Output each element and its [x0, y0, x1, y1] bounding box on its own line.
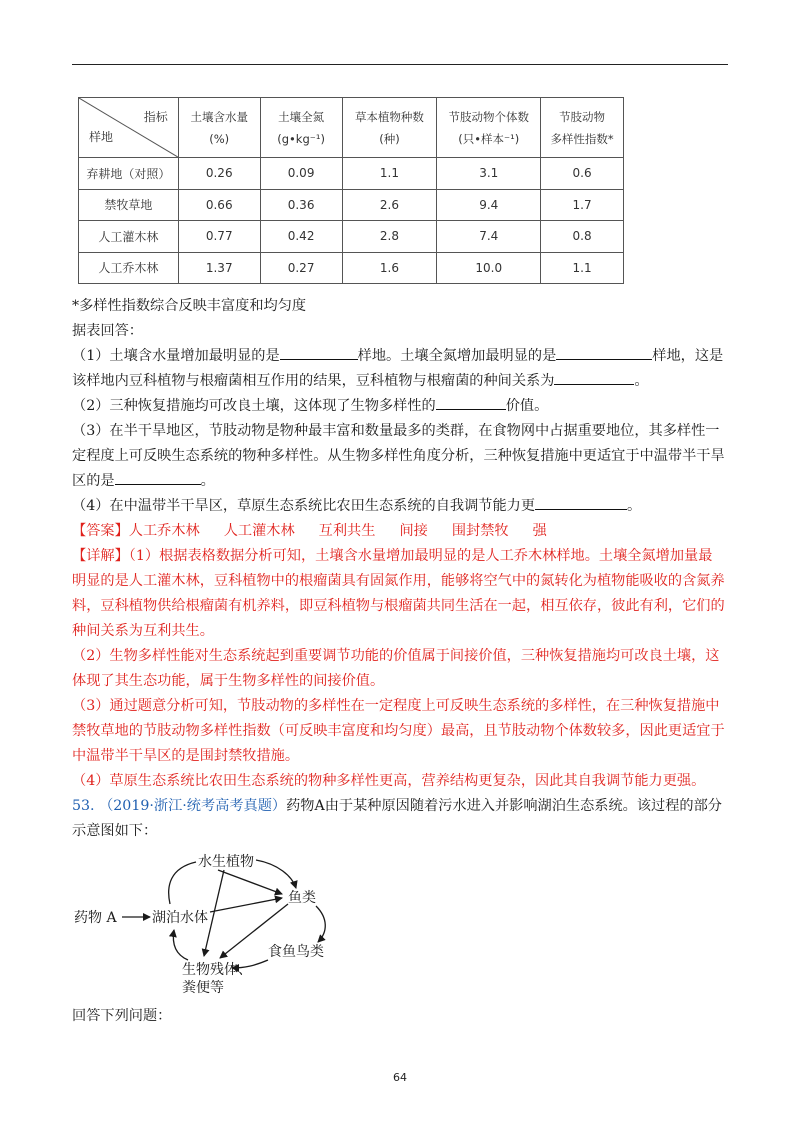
- question-source: （2019·浙江·统考高考真题）: [99, 798, 287, 814]
- page-number: 64: [393, 1071, 407, 1084]
- diagram-drug: 药物 A: [74, 910, 117, 926]
- arrow: [256, 860, 296, 888]
- col-header-herb-species: 草本植物种数 (种): [342, 98, 437, 158]
- cell: 0.36: [260, 189, 342, 221]
- corner-top-label: 指标: [143, 110, 168, 124]
- explain-p3-l2: 禁牧草地的节肢动物多样性指数（可反映丰富度和均匀度）最高，且节肢动物个体数较多，因此更适宜于: [72, 723, 725, 739]
- cell: 10.0: [437, 252, 541, 284]
- table-row: [79, 221, 624, 253]
- answer-blank[interactable]: [556, 345, 652, 360]
- col-header-diversity: 节肢动物 多样性指数*: [541, 98, 624, 158]
- cell: 0.66: [178, 189, 260, 221]
- prompt: 据表回答：: [72, 323, 143, 339]
- arrow: [316, 906, 325, 942]
- cell: 1.1: [342, 158, 437, 190]
- cell: 9.4: [437, 189, 541, 221]
- cell: 0.27: [260, 252, 342, 284]
- arrow: [173, 930, 188, 960]
- question-4: （4）在中温带半干旱区，草原生态系统比农田生态系统的自我调节能力更 。: [72, 494, 732, 519]
- cell: 0.8: [541, 221, 624, 253]
- question-block: [72, 294, 732, 844]
- cell: 0.42: [260, 221, 342, 253]
- diagram-remains-1: 生物残体、: [182, 962, 252, 978]
- arrow: [169, 862, 196, 904]
- answer-blank[interactable]: [280, 345, 358, 360]
- row-label: 禁牧草地: [79, 189, 179, 221]
- corner-bottom-label: 样地: [89, 130, 114, 144]
- explain-p4-l1: （4）草原生态系统比农田生态系统的物种多样性更高，营养结构更复杂，因此其自我调节能力更强。: [72, 773, 706, 789]
- cell: 0.6: [541, 158, 624, 190]
- cell: 2.6: [342, 189, 437, 221]
- diagram-birds: 食鱼鸟类: [268, 944, 324, 960]
- question-3-line3: 区的是 。: [72, 469, 732, 494]
- col-header-nitrogen: 土壤全氮 (g•kg⁻¹): [260, 98, 342, 158]
- question-3-line2: 定程度上可反映生态系统的物种多样性。从生物多样性角度分析，三种恢复措施中更适宜于中温带半干旱: [72, 448, 725, 464]
- ecosystem-diagram: [70, 838, 350, 998]
- answer-blank[interactable]: [115, 470, 201, 485]
- answer-prompt: 回答下列问题：: [72, 1008, 172, 1024]
- table-row: [79, 189, 624, 221]
- answer-blank[interactable]: [436, 395, 506, 410]
- table-row: [79, 252, 624, 284]
- diagram-fish: 鱼类: [288, 890, 316, 906]
- question-1-cont: 该样地内豆科植物与根瘤菌相互作用的结果，豆科植物与根瘤菌的种间关系为 。: [72, 369, 732, 394]
- answer-prompt-block: [72, 1004, 732, 1029]
- explain-p2-l1: （2）生物多样性能对生态系统起到重要调节功能的价值属于间接价值，三种恢复措施均可改良土壤，这: [72, 648, 720, 664]
- explain-p2-l2: 体现了其生态功能，属于生物多样性的间接价值。: [72, 673, 385, 689]
- cell: 3.1: [437, 158, 541, 190]
- explain-p1-l3: 料，豆科植物供给根瘤菌有机养料，即豆科植物与根瘤菌共同生活在一起，相互依存，彼此有利，它们的: [72, 598, 725, 614]
- data-table: [78, 97, 624, 284]
- cell: 1.1: [541, 252, 624, 284]
- question-53: 53. （2019·浙江·统考高考真题）药物A由于某种原因随着污水进入并影响湖泊生态系统。该过程的部分: [72, 798, 722, 814]
- answer-label: 【答案】: [72, 523, 129, 539]
- answer-blank[interactable]: [554, 370, 634, 385]
- question-2: （2）三种恢复措施均可改良土壤，这体现了生物多样性的 价值。: [72, 394, 732, 419]
- explain-p1-l4: 种间关系为互利共生。: [72, 623, 214, 639]
- cell: 0.09: [260, 158, 342, 190]
- cell: 1.7: [541, 189, 624, 221]
- question-1: （1）土壤含水量增加最明显的是 样地。土壤全氮增加最明显的是 样地，这是: [72, 344, 732, 369]
- diagram-lake: 湖泊水体: [152, 910, 208, 926]
- col-header-water: 土壤含水量 (%): [178, 98, 260, 158]
- explain-p3-l3: 中温带半干旱区的是围封禁牧措施。: [72, 748, 300, 764]
- question-3-line1: （3）在半干旱地区，节肢动物是物种最丰富和数量最多的类群，在食物网中占据重要地位，其多样性一: [72, 423, 720, 439]
- row-label: 人工乔木林: [79, 252, 179, 284]
- diagram-plants: 水生植物: [198, 854, 254, 870]
- explain-p1-l2: 明显的是人工灌木林，豆科植物中的根瘤菌具有固氮作用，能够将空气中的氮转化为植物能吸收的含氮养: [72, 573, 725, 589]
- row-label: 人工灌木林: [79, 221, 179, 253]
- cell: 0.26: [178, 158, 260, 190]
- col-header-arthropod-count: 节肢动物个体数 (只•样本⁻¹): [437, 98, 541, 158]
- question-53-line2: 示意图如下：: [72, 823, 158, 839]
- header-rule: [72, 64, 728, 65]
- cell: 1.37: [178, 252, 260, 284]
- cell: 7.4: [437, 221, 541, 253]
- corner-cell: [79, 98, 179, 158]
- table-row: [79, 158, 624, 190]
- footnote: *多样性指数综合反映丰富度和均匀度: [72, 298, 307, 314]
- explain-p3-l1: （3）通过题意分析可知，节肢动物的多样性在一定程度上可反映生态系统的多样性，在三种恢复措施中: [72, 698, 720, 714]
- cell: 0.77: [178, 221, 260, 253]
- arrow: [210, 898, 282, 912]
- row-label: 弃耕地（对照）: [79, 158, 179, 190]
- answer-line: 【答案】人工乔木林 人工灌木林 互利共生 间接 围封禁牧 强: [72, 523, 547, 539]
- arrow: [218, 870, 282, 894]
- cell: 2.8: [342, 221, 437, 253]
- answer-blank[interactable]: [535, 495, 627, 510]
- explain-p1: 【详解】（1）根据表格数据分析可知，土壤含水量增加最明显的是人工乔木林样地。土壤全氮增加量最: [72, 548, 713, 564]
- cell: 1.6: [342, 252, 437, 284]
- diagram-remains-2: 粪便等: [182, 980, 224, 996]
